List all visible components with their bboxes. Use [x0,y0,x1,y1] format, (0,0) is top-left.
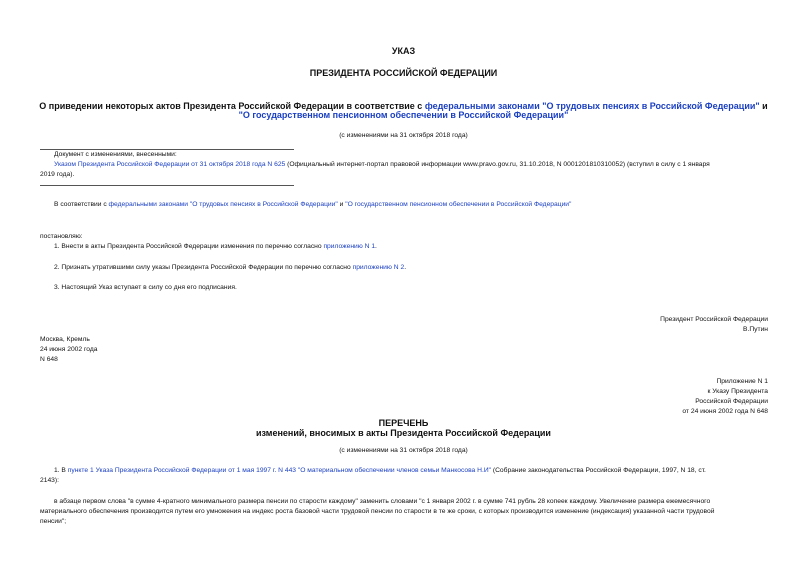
decree-heading: УКАЗ [391,46,416,56]
list-item-1-line1 [54,466,706,476]
revision-note: (с изменениями на 31 октября 2018 года) [339,132,468,139]
subject-law-link-1[interactable]: федеральными законами "О трудовых пенсиях в Российской Федерации" [424,101,760,111]
decree-443-link[interactable]: пункте 1 Указа Президента Российской Федерации от 1 мая 1997 г. N 443 "О материальном обеспечении членов семьи Манкосова Н.И" [67,467,492,474]
decree-item-3: 3. Настоящий Указ вступает в силу со дня его подписания. [54,284,237,291]
place-city: Москва, Кремль [40,336,90,343]
place-number: N 648 [40,356,58,363]
item1-end: . [375,243,377,250]
item1-text: 1. Внести в акты Президента Российской Федерации изменения по перечню согласно [54,243,324,250]
subject-law-link-2[interactable]: "О государственном пенсионном обеспечении в Российской Федерации" [238,110,569,120]
signature-position: Президент Российской Федерации [660,316,768,323]
preamble-and: и [337,201,346,208]
appendix-line4: от 24 июня 2002 года N 648 [682,408,768,415]
decree-subject-line2 [0,110,807,120]
appendix-line2: к Указу Президента [707,388,768,395]
item2-end: . [404,264,407,271]
appendix-subtitle: изменений, вносимых в акты Президента Российской Федерации [256,428,551,438]
item2-text: 2. Признать утратившими силу указы Президента Российской Федерации по перечню согласно [54,264,353,271]
appendix-title: ПЕРЕЧЕНЬ [378,418,429,428]
changes-line1 [54,160,710,170]
list-paragraph-line1: в абзаце первом слова "в сумме 4-кратного минимального размера пенсии по старости каждому" заменить словами "с 1 января 2002 г. в сумме 741 рубль 28 копеек каждому. Увеличение размера ежемесячного [54,498,711,505]
list1-text: 1. В [54,467,68,474]
subject-text-end: и [759,101,768,111]
decree-item-1 [54,242,377,252]
appendix-1-link[interactable]: приложению N 1 [323,243,376,250]
list1-source: (Собрание законодательства Российской Федерации, 1997, N 18, ст. [491,467,706,474]
changes-text: (Официальный интернет-портал правовой информации www.pravo.gov.ru, 31.10.2018, N 0001201810310052) (вступил в силу с 1 января [285,161,710,168]
list-paragraph-line3: пенсии"; [40,518,67,525]
preamble-law-link-1[interactable]: федеральными законами "О трудовых пенсиях в Российской Федерации" [108,201,338,208]
appendix-line3: Российской Федерации [695,398,768,405]
decree-item-2 [54,263,406,273]
preamble-text: В соответствии с [54,201,109,208]
changes-label: Документ с изменениями, внесенными: [54,151,177,158]
list-paragraph-line2: материального обеспечения производится путем его умножения на индекс роста базовой части трудовой пенсии по старости в те же сроки, с которых производится изменение (индексация) указанной части трудовой [40,508,715,515]
appendix-line1: Приложение N 1 [716,378,768,385]
appendix-2-link[interactable]: приложению N 2 [352,264,405,271]
preamble-law-link-2[interactable]: "О государственном пенсионном обеспечении в Российской Федерации" [345,201,572,208]
signature-name: В.Путин [743,326,768,333]
postanovlyayu: постановляю: [40,233,83,240]
appendix-revision-note: (с изменениями на 31 октября 2018 года) [339,447,468,454]
changes-line2: 2019 года). [40,171,75,178]
subject-text: О приведении некоторых актов Президента Российской Федерации в соответствие с [39,101,425,111]
divider-bottom [40,185,294,186]
amending-decree-link[interactable]: Указом Президента Российской Федерации от 31 октября 2018 года N 625 [54,161,286,168]
list-item-1-line2: 2143): [40,477,59,484]
place-date: 24 июня 2002 года [40,346,98,353]
preamble [54,200,571,210]
decree-issuer: ПРЕЗИДЕНТА РОССИЙСКОЙ ФЕДЕРАЦИИ [309,68,498,78]
